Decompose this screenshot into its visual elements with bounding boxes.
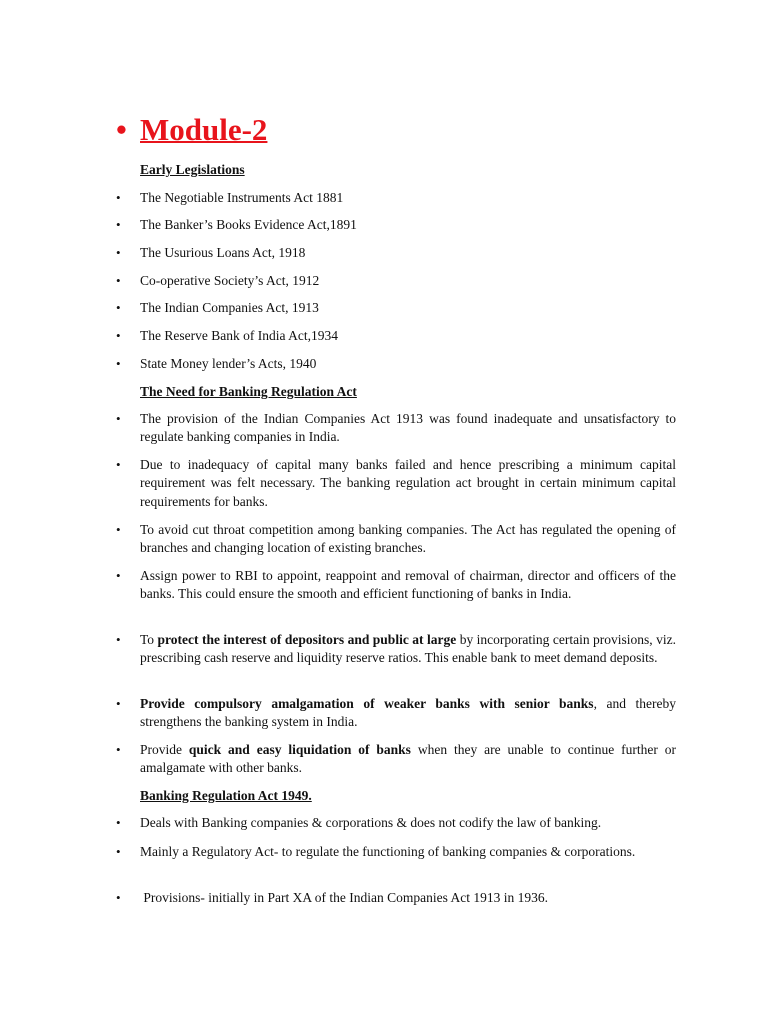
list-item — [116, 843, 676, 861]
bullet: • — [116, 815, 121, 830]
list-item — [116, 272, 676, 290]
bullet: • — [116, 522, 121, 537]
list-item-text: Due to inadequacy of capital many banks failed and hence prescribing a minimum capital requirement was felt necessary. The banking regulation act brought in certain minimum capital requirements for banks. — [140, 457, 676, 509]
bullet: • — [116, 328, 121, 343]
text-run: when they are unable to continue further or amalgamate with other banks. — [140, 742, 676, 776]
list-item — [116, 521, 676, 558]
bullet: • — [116, 300, 121, 315]
module-bullet: • — [116, 112, 127, 147]
list-item-text: Co-operative Society’s Act, 1912 — [140, 273, 320, 288]
list-item — [116, 327, 676, 345]
list-item-text — [140, 741, 676, 778]
bold-text: quick and easy liquidation of banks — [188, 742, 411, 757]
early-legislations-heading: Early Legislations — [140, 162, 245, 177]
list-item — [116, 189, 676, 207]
list-item-text: The provision of the Indian Companies Act 1913 was found inadequate and unsatisfactory to regulate banking companies in India. — [140, 411, 676, 445]
bullet: • — [116, 245, 121, 260]
list-item — [116, 456, 676, 511]
module-title-text: Module-2 — [140, 112, 268, 147]
list-item-text: Assign power to RBI to appoint, reappoint and removal of chairman, director and officers of the banks. This could ensure the smooth and efficient functioning of banks in India. — [140, 568, 676, 602]
list-item — [116, 299, 676, 317]
list-item — [116, 741, 676, 778]
text-run: To — [140, 632, 158, 647]
list-item — [116, 244, 676, 262]
text-run: by incorporating certain provisions, viz. prescribing cash reserve and liquidity reserve ratios. This enable bank to meet demand deposits. — [140, 632, 677, 666]
bullet: • — [116, 742, 121, 757]
list-item-text — [140, 631, 676, 668]
module-title — [116, 110, 267, 150]
bullet: • — [116, 568, 121, 583]
text-run: Provide — [140, 742, 189, 757]
list-item-text: To avoid cut throat competition among banking companies. The Act has regulated the opening of branches and changing location of existing branches. — [140, 522, 676, 556]
need-heading: The Need for Banking Regulation Act — [140, 384, 357, 399]
bullet: • — [116, 273, 121, 288]
list-item — [116, 567, 676, 604]
bold-text: Provide compulsory amalgamation of weaker banks with senior banks — [140, 696, 594, 711]
bullet: • — [116, 411, 121, 426]
list-item — [116, 355, 676, 373]
list-item — [116, 631, 676, 668]
list-item-text: Deals with Banking companies & corporations & does not codify the law of banking. — [140, 815, 602, 830]
bold-text: protect the interest of depositors and public at large — [157, 632, 457, 647]
bullet: • — [116, 190, 121, 205]
bullet: • — [116, 457, 121, 472]
text-run: , and thereby strengthens the banking system in India. — [140, 696, 676, 730]
list-item — [116, 216, 676, 234]
bullet: • — [116, 844, 121, 859]
list-item-text: The Usurious Loans Act, 1918 — [140, 245, 306, 260]
list-item-text: Provisions- initially in Part XA of the Indian Companies Act 1913 in 1936. — [140, 890, 548, 905]
bullet: • — [116, 632, 121, 647]
act1949-heading: Banking Regulation Act 1949. — [140, 788, 312, 803]
list-item-text: Mainly a Regulatory Act- to regulate the functioning of banking companies & corporations. — [140, 844, 636, 859]
list-item-text — [140, 695, 676, 732]
list-item-text: State Money lender’s Acts, 1940 — [140, 356, 317, 371]
list-item-text: The Indian Companies Act, 1913 — [140, 300, 319, 315]
list-item — [116, 889, 676, 907]
list-item — [116, 695, 676, 732]
list-item — [116, 814, 676, 832]
list-item-text: The Reserve Bank of India Act,1934 — [140, 328, 338, 343]
bullet: • — [116, 696, 121, 711]
list-item-text: The Banker’s Books Evidence Act,1891 — [140, 217, 357, 232]
bullet: • — [116, 890, 121, 905]
bullet: • — [116, 217, 121, 232]
bullet: • — [116, 356, 121, 371]
list-item — [116, 410, 676, 447]
list-item-text: The Negotiable Instruments Act 1881 — [140, 190, 344, 205]
